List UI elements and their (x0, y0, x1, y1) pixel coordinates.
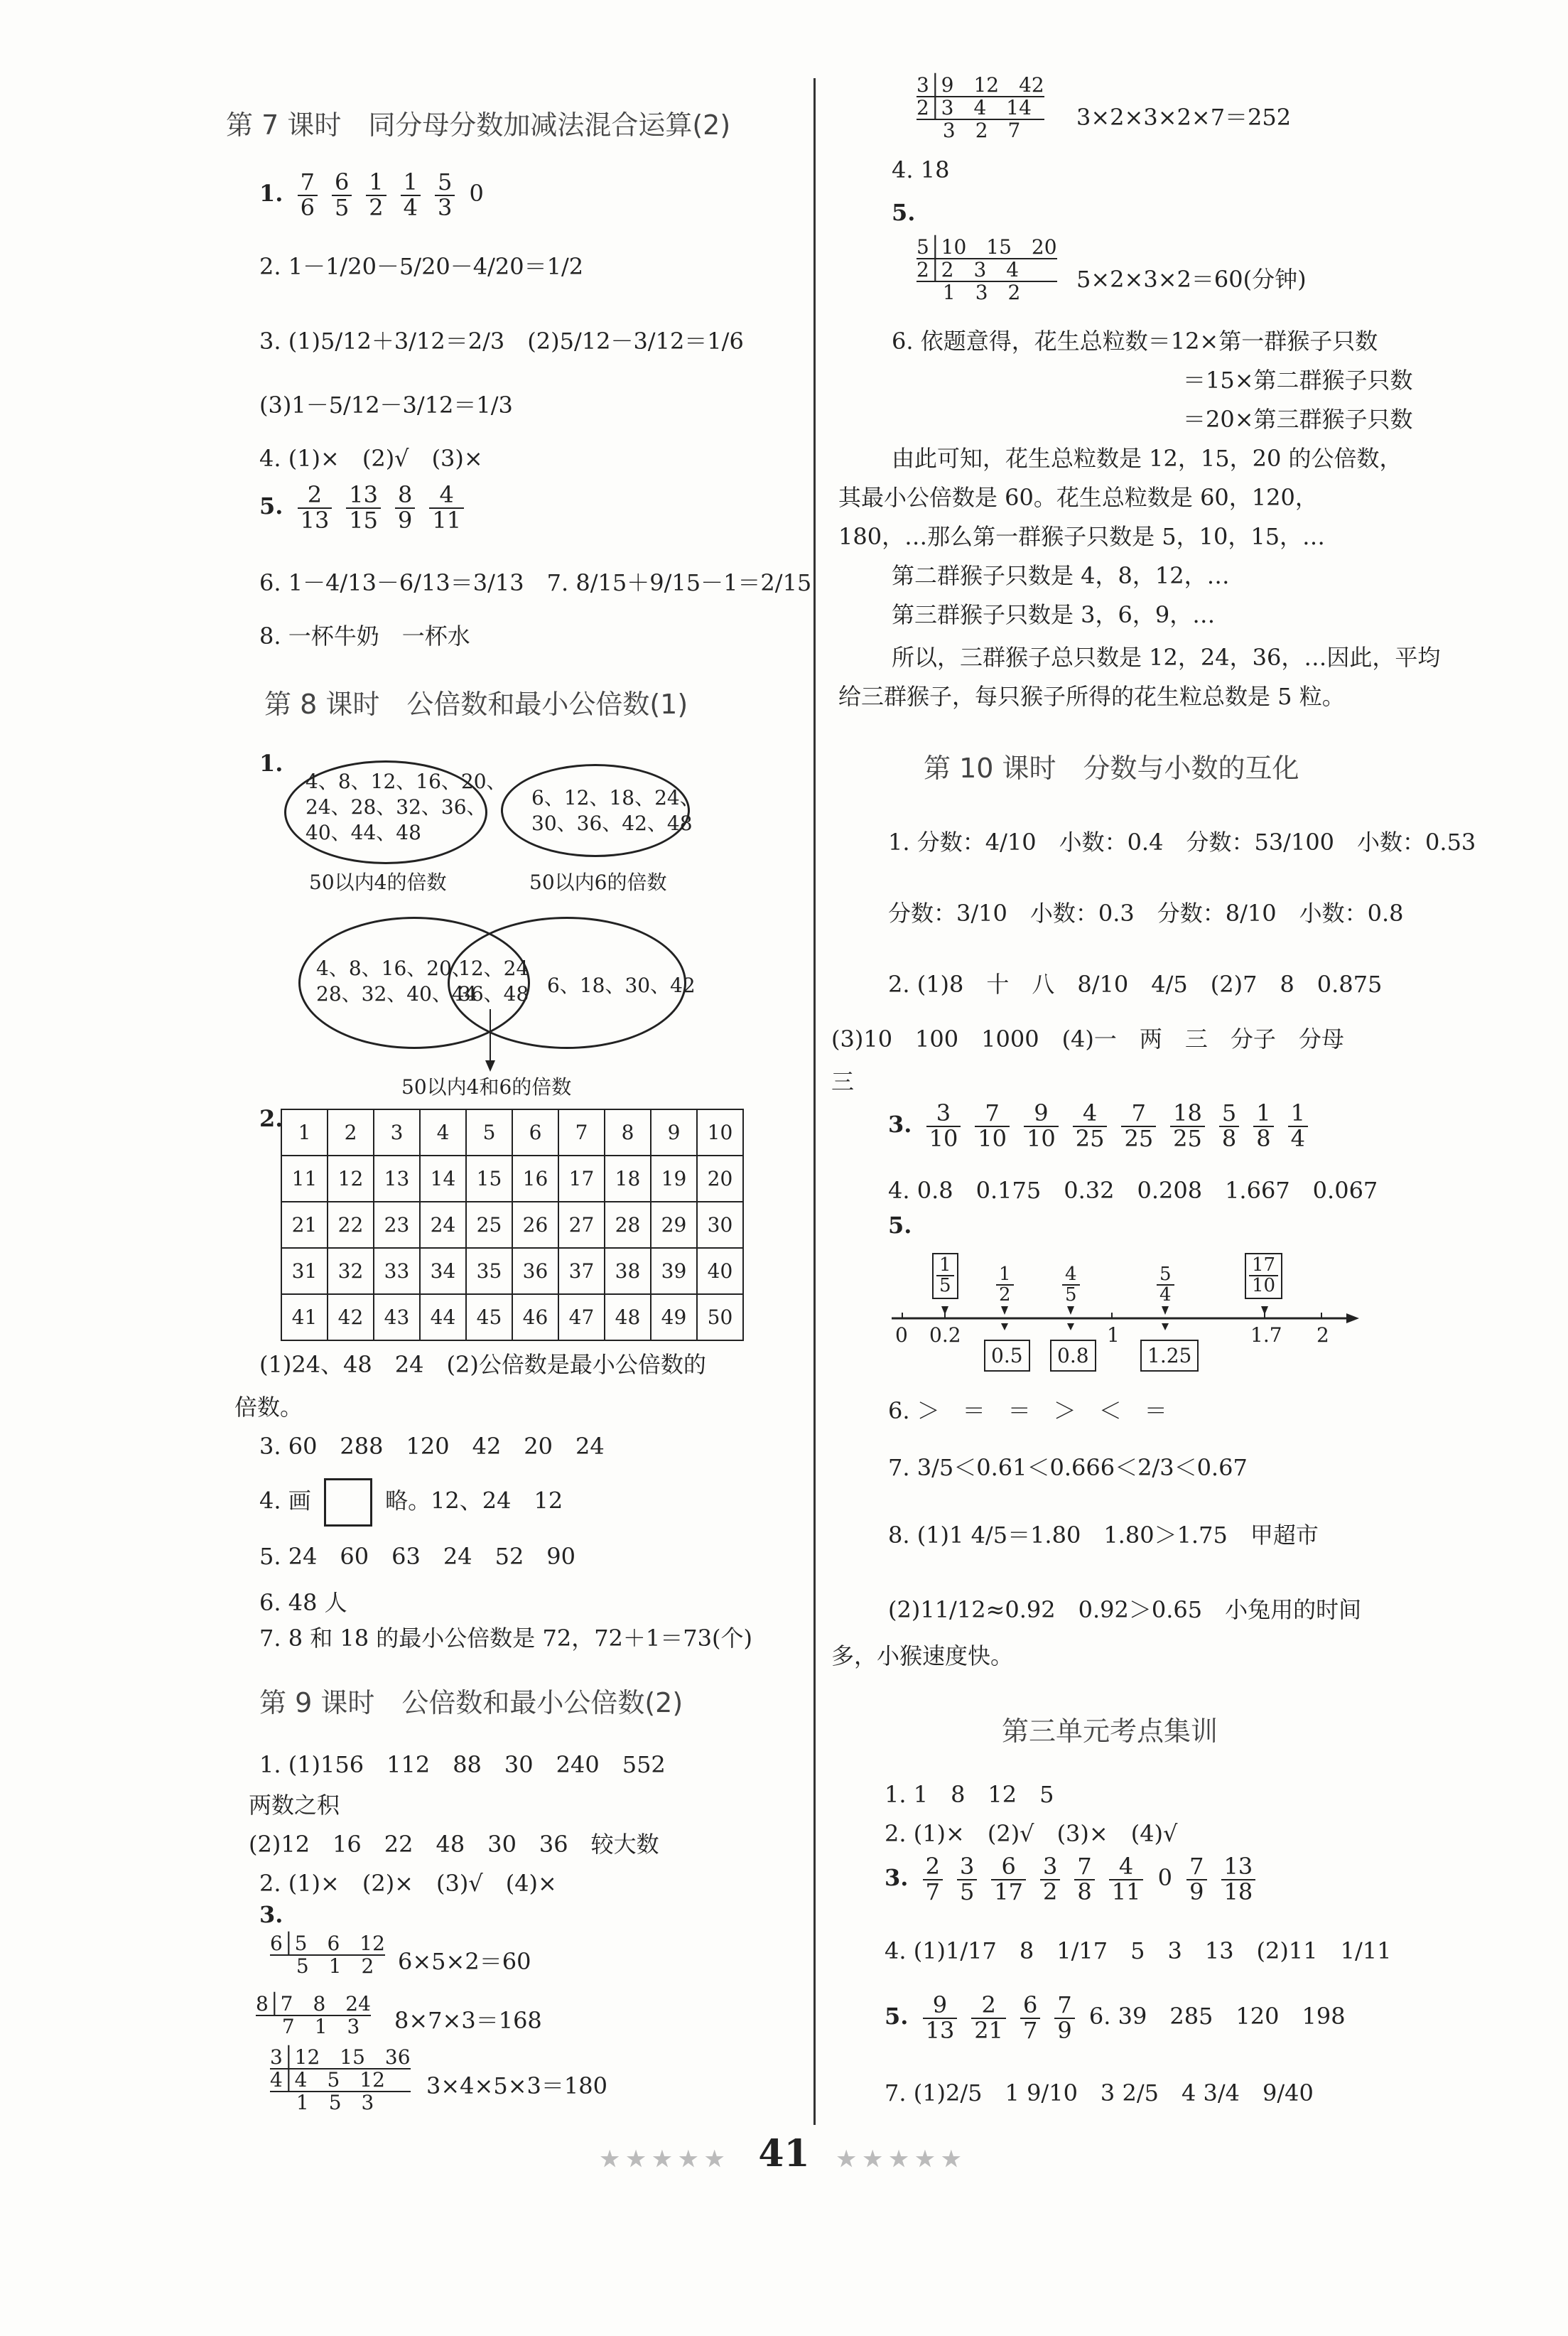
unit-3-title: 第三单元考点集训 (1002, 1716, 1218, 1747)
caption-6: 50以内6的倍数 (529, 871, 667, 894)
fraction: $\frac{5}{8}$ (1219, 1102, 1239, 1151)
para-7: 给三群猴子，每只猴子所得的花生粒总数是 5 粒。 (838, 683, 1345, 710)
para-4: 第二群猴子只数是 4，8，12，… (892, 562, 1230, 589)
s9-q3-label: 3. (259, 1901, 283, 1928)
caption-4-and-6: 50以内4和6的倍数 (401, 1075, 572, 1099)
grid-cell: 33 (374, 1248, 420, 1294)
tick-0: 0 (895, 1323, 908, 1347)
fraction: $\frac{7}{6}$ (298, 171, 318, 220)
s10-q1b: 分数：3/10 小数：0.3 分数：8/10 小数：0.8 (888, 900, 1404, 927)
ladder-row: 6│5 6 12 (270, 1932, 385, 1955)
fraction: $\frac{1}{2}$ (366, 171, 386, 220)
q5-ladder (917, 237, 1057, 303)
value: 0 (1157, 1864, 1172, 1892)
ladder-row: 2│2 3 4 (917, 259, 1057, 282)
ladder-row: 5 1 2 (270, 1954, 374, 1978)
u3-q4: 4. (1)1/17 8 1/17 5 3 13 (2)11 1/11 (885, 1937, 1392, 1964)
fraction: $\frac{1}{4}$ (1288, 1102, 1308, 1151)
fraction: $\frac{4}{11}$ (1109, 1855, 1144, 1904)
s10-q3 (888, 1099, 1315, 1152)
s7-q3a: 3. (1)5/12＋3/12＝2/3 (2)5/12－3/12＝1/6 (259, 328, 744, 355)
nl-label-1-2: $\frac{1}{2}$ (996, 1265, 1014, 1306)
venn-right-text: 6、18、30、42 (547, 974, 696, 997)
nl-box-0-5: 0.5 (984, 1340, 1030, 1372)
s7-q4: 4. (1)× (2)√ (3)× (259, 445, 483, 472)
r-q5-label: 5. (892, 199, 916, 226)
venn-line: 4、8、16、20、 (316, 957, 472, 980)
nl-label-5-4: $\frac{5}{4}$ (1157, 1265, 1174, 1306)
oval-line: 40、44、48 (306, 821, 421, 844)
grid-cell: 14 (420, 1156, 466, 1202)
s8-q1-label: 1. (259, 750, 283, 777)
r-q6b: ＝15×第二群猴子只数 (1183, 367, 1413, 394)
oval-line: 30、36、42、48 (531, 812, 693, 835)
s9-q2: 2. (1)× (2)× (3)√ (4)× (259, 1870, 557, 1897)
fraction: $\frac{9}{10}$ (1024, 1102, 1059, 1151)
ladder-row: 4│4 5 12 (270, 2069, 411, 2092)
ladder-row: 2│3 4 14 (917, 97, 1044, 120)
ladder-row: 3 2 7 (917, 119, 1021, 142)
grid-cell: 49 (651, 1294, 697, 1340)
grid-cell: 44 (420, 1294, 466, 1340)
grid-cell: 40 (697, 1248, 743, 1294)
q4-pre: 4. 画 (259, 1487, 311, 1514)
grid-cell: 3 (374, 1109, 420, 1156)
oval-line: 6、12、18、24、 (531, 786, 700, 809)
hundred-grid (281, 1109, 744, 1341)
s8-q7: 7. 8 和 18 的最小公倍数是 72，72＋1＝73(个) (259, 1625, 752, 1652)
s10-q7: 7. 3/5＜0.61＜0.666＜2/3＜0.67 (888, 1454, 1248, 1481)
fraction: $\frac{4}{25}$ (1073, 1102, 1108, 1151)
venn-line: 36、48 (458, 982, 529, 1006)
fraction: $\frac{18}{25}$ (1170, 1102, 1205, 1151)
para-1: 由此可知，花生总粒数是 12，15，20 的公倍数， (892, 445, 1402, 472)
fraction-list (919, 1099, 1315, 1152)
fraction: $\frac{7}{8}$ (1074, 1855, 1094, 1904)
para-5: 第三群猴子只数是 3，6，9，… (892, 601, 1216, 628)
para-2: 其最小公倍数是 60。花生总粒数是 60，120， (838, 484, 1318, 511)
fraction: $\frac{9}{13}$ (923, 1993, 958, 2042)
s9-q1c: (2)12 16 22 48 30 36 较大数 (249, 1831, 659, 1858)
s10-q8a: 8. (1)1 4/5＝1.80 1.80＞1.75 甲超市 (888, 1522, 1319, 1549)
grid-cell: 9 (651, 1109, 697, 1156)
s10-q6: 6. ＞ ＝ ＝ ＞ ＜ ＝ (888, 1397, 1167, 1424)
ladder-1-eq: 6×5×2＝60 (398, 1948, 531, 1975)
tick-1-7: 1.7 (1250, 1323, 1282, 1347)
ladder-row: 1 5 3 (270, 2091, 374, 2114)
ladder-row: 3│12 15 36 (270, 2045, 411, 2069)
fraction: $\frac{2}{7}$ (923, 1855, 943, 1904)
u3-q7: 7. (1)2/5 1 9/10 3 2/5 4 3/4 9/40 (885, 2079, 1314, 2106)
grid-cell: 7 (558, 1109, 605, 1156)
oval-multiples-4-text (306, 769, 507, 846)
grid-cell: 8 (605, 1109, 651, 1156)
grid-cell: 25 (466, 1202, 512, 1248)
s10-q8b: (2)11/12≈0.92 0.92＞0.65 小兔用的时间 (888, 1596, 1362, 1623)
grid-cell: 50 (697, 1294, 743, 1340)
nl-box-1-25: 1.25 (1140, 1340, 1199, 1372)
column-divider (813, 78, 816, 2125)
fraction: $\frac{3}{10}$ (926, 1102, 961, 1151)
fraction-list (1179, 1853, 1262, 1905)
s9-q1b: 两数之积 (249, 1792, 340, 1819)
grid-cell: 1 (281, 1109, 328, 1156)
fraction: $\frac{7}{10}$ (975, 1102, 1010, 1151)
grid-cell: 47 (558, 1294, 605, 1340)
tick-0-2: 0.2 (929, 1323, 961, 1347)
fraction: $\frac{3}{5}$ (957, 1855, 977, 1904)
grid-cell: 12 (328, 1156, 374, 1202)
grid-cell: 4 (420, 1109, 466, 1156)
fraction: $\frac{5}{3}$ (435, 171, 455, 220)
para-3: 180，…那么第一群猴子只数是 5，10，15，… (838, 523, 1326, 550)
q-label: 1. (259, 180, 283, 208)
s10-q2a: 2. (1)8 十 八 8/10 4/5 (2)7 8 0.875 (888, 971, 1383, 998)
venn-left-text (316, 956, 477, 1007)
grid-cell: 29 (651, 1202, 697, 1248)
oval-line: 4、8、12、16、20、 (306, 770, 507, 793)
ladder-2 (256, 1993, 371, 2038)
fraction: $\frac{4}{11}$ (429, 483, 464, 532)
fraction: $\frac{3}{2}$ (1040, 1855, 1060, 1904)
q4-post: 略。12、24 12 (385, 1487, 563, 1514)
venn-line: 12、24 (458, 957, 529, 980)
grid-cell: 16 (512, 1156, 558, 1202)
fraction: $\frac{13}{15}$ (346, 483, 381, 532)
grid-cell: 22 (328, 1202, 374, 1248)
grid-cell: 28 (605, 1202, 651, 1248)
grid-cell: 19 (651, 1156, 697, 1202)
grid-cell: 38 (605, 1248, 651, 1294)
q5-eq: 5×2×3×2＝60(分钟) (1076, 266, 1307, 293)
section-9-title: 第 9 课时 公倍数和最小公倍数(2) (259, 1687, 683, 1718)
grid-cell: 36 (512, 1248, 558, 1294)
grid-cell: 17 (558, 1156, 605, 1202)
fraction: $\frac{2}{13}$ (298, 483, 332, 532)
s10-q2c: 三 (831, 1068, 855, 1095)
q-label: 5. (259, 493, 283, 520)
nl-box-0-8: 0.8 (1050, 1340, 1096, 1372)
u3-q6: 6. 39 285 120 198 (1088, 2003, 1346, 2030)
fraction: $\frac{2}{21}$ (971, 1993, 1006, 2042)
r-q4: 4. 18 (892, 156, 950, 183)
nl-label-4-5: $\frac{4}{5}$ (1062, 1265, 1080, 1306)
ladder-1 (270, 1933, 385, 1977)
tick-1: 1 (1107, 1323, 1120, 1347)
section-8-title: 第 8 课时 公倍数和最小公倍数(1) (264, 689, 688, 720)
s7-q6: 6. 1－4/13－6/13＝3/13 7. 8/15＋9/15－1＝2/15 (259, 569, 812, 596)
fraction: $\frac{7}{9}$ (1186, 1855, 1206, 1904)
s8-q5: 5. 24 60 63 24 52 90 (259, 1543, 576, 1570)
grid-cell: 13 (374, 1156, 420, 1202)
s10-q5-label: 5. (888, 1212, 912, 1239)
grid-cell: 27 (558, 1202, 605, 1248)
s7-q1 (259, 168, 484, 221)
venn-arrow (483, 1009, 497, 1073)
fraction: $\frac{6}{5}$ (332, 171, 352, 220)
oval-line: 24、28、32、36、 (306, 795, 487, 819)
oval-multiples-6-text (531, 785, 700, 836)
venn-line: 28、32、40、44 (316, 982, 477, 1006)
grid-cell: 6 (512, 1109, 558, 1156)
nl-box-1-5: $\frac{1}{5}$ (932, 1253, 958, 1299)
fraction-list (291, 168, 463, 221)
nl-box-17-10: $\frac{17}{10}$ (1245, 1253, 1282, 1299)
grid-cell: 41 (281, 1294, 328, 1340)
grid-cell: 18 (605, 1156, 651, 1202)
q-label: 3. (888, 1111, 912, 1139)
caption-4: 50以内4的倍数 (309, 871, 447, 894)
top-ladder (917, 75, 1044, 141)
grid-cell: 34 (420, 1248, 466, 1294)
q-label: 3. (885, 1864, 909, 1892)
grid-cell: 37 (558, 1248, 605, 1294)
u3-q2: 2. (1)× (2)√ (3)× (4)√ (885, 1820, 1178, 1847)
ladder-row: 1 3 2 (917, 281, 1021, 304)
grid-cell: 35 (466, 1248, 512, 1294)
grid-cell: 24 (420, 1202, 466, 1248)
ladder-row: 5│10 15 20 (917, 235, 1057, 259)
fraction: $\frac{6}{17}$ (991, 1855, 1026, 1904)
square-drawing (324, 1478, 372, 1527)
page-footer (0, 2132, 1568, 2175)
grid-cell: 15 (466, 1156, 512, 1202)
s8-q3: 3. 60 288 120 42 20 24 (259, 1433, 605, 1460)
grid-cell: 31 (281, 1248, 328, 1294)
s8-q6: 6. 48 人 (259, 1589, 347, 1616)
s7-q3b: (3)1－5/12－3/12＝1/3 (259, 392, 513, 419)
fraction: $\frac{1}{8}$ (1253, 1102, 1273, 1151)
grid-cell: 42 (328, 1294, 374, 1340)
fraction: $\frac{8}{9}$ (395, 483, 415, 532)
star-decoration-right: ★★★★★ (836, 2147, 968, 2172)
ladder-3-eq: 3×4×5×3＝180 (426, 2072, 607, 2099)
s9-q1a: 1. (1)156 112 88 30 240 552 (259, 1751, 666, 1778)
s8-q4 (259, 1478, 563, 1527)
grid-cell: 11 (281, 1156, 328, 1202)
ladder-3 (270, 2047, 411, 2114)
grid-cell: 32 (328, 1248, 374, 1294)
fraction: $\frac{7}{25}$ (1121, 1102, 1156, 1151)
grid-cell: 10 (697, 1109, 743, 1156)
fraction: $\frac{7}{9}$ (1054, 1993, 1074, 2042)
ladder-2-eq: 8×7×3＝168 (394, 2007, 542, 2034)
grid-cell: 2 (328, 1109, 374, 1156)
grid-cell: 48 (605, 1294, 651, 1340)
value: 0 (469, 180, 484, 208)
grid-cell: 45 (466, 1294, 512, 1340)
q-label: 5. (885, 2003, 909, 2030)
star-decoration-left: ★★★★★ (600, 2147, 732, 2172)
s8-q2b: 倍数。 (234, 1394, 303, 1421)
fraction: $\frac{13}{18}$ (1221, 1855, 1256, 1904)
page-number: 41 (758, 2132, 810, 2175)
section-7-title: 第 7 课时 同分母分数加减法混合运算(2) (226, 109, 731, 141)
fraction-list (291, 481, 472, 534)
s10-q8c: 多，小猴速度快。 (831, 1642, 1014, 1669)
ladder-row: 8│7 8 24 (256, 1992, 371, 2015)
fraction: $\frac{6}{7}$ (1020, 1993, 1040, 2042)
ladder-row: 7 1 3 (256, 2015, 360, 2038)
u3-q5 (885, 1993, 1346, 2042)
fraction-list (916, 1991, 1082, 2044)
grid-cell: 21 (281, 1202, 328, 1248)
s10-q1a: 1. 分数：4/10 小数：0.4 分数：53/100 小数：0.53 (888, 829, 1476, 856)
grid-cell: 23 (374, 1202, 420, 1248)
u3-q3 (885, 1855, 1262, 1904)
section-10-title: 第 10 课时 分数与小数的互化 (924, 753, 1299, 784)
grid-cell: 30 (697, 1202, 743, 1248)
grid-cell: 46 (512, 1294, 558, 1340)
s7-q2: 2. 1－1/20－5/20－4/20＝1/2 (259, 253, 584, 280)
ladder-row: 3│9 12 42 (917, 73, 1044, 97)
fraction: $\frac{1}{4}$ (401, 171, 421, 220)
tick-2: 2 (1316, 1323, 1329, 1347)
grid-cell: 39 (651, 1248, 697, 1294)
s8-q2a: (1)24、48 24 (2)公倍数是最小公倍数的 (259, 1351, 706, 1378)
r-q6c: ＝20×第三群猴子只数 (1183, 406, 1413, 433)
s7-q8: 8. 一杯牛奶 一杯水 (259, 623, 470, 650)
venn-mid-text (458, 956, 529, 1007)
grid-cell: 5 (466, 1109, 512, 1156)
grid-cell: 43 (374, 1294, 420, 1340)
fraction-list (916, 1853, 1151, 1905)
s10-q4: 4. 0.8 0.175 0.32 0.208 1.667 0.067 (888, 1177, 1378, 1204)
u3-q1: 1. 1 8 12 5 (885, 1781, 1054, 1808)
s10-q2b: (3)10 100 1000 (4)一 两 三 分子 分母 (831, 1026, 1344, 1053)
s7-q5 (259, 483, 471, 532)
s8-q2-label: 2. (259, 1105, 283, 1132)
grid-cell: 20 (697, 1156, 743, 1202)
grid-cell: 26 (512, 1202, 558, 1248)
para-6: 所以，三群猴子总只数是 12，24，36，…因此，平均 (892, 644, 1441, 671)
top-ladder-eq: 3×2×3×2×7＝252 (1076, 104, 1292, 131)
r-q6a: 6. 依题意得，花生总粒数＝12×第一群猴子只数 (892, 328, 1378, 355)
